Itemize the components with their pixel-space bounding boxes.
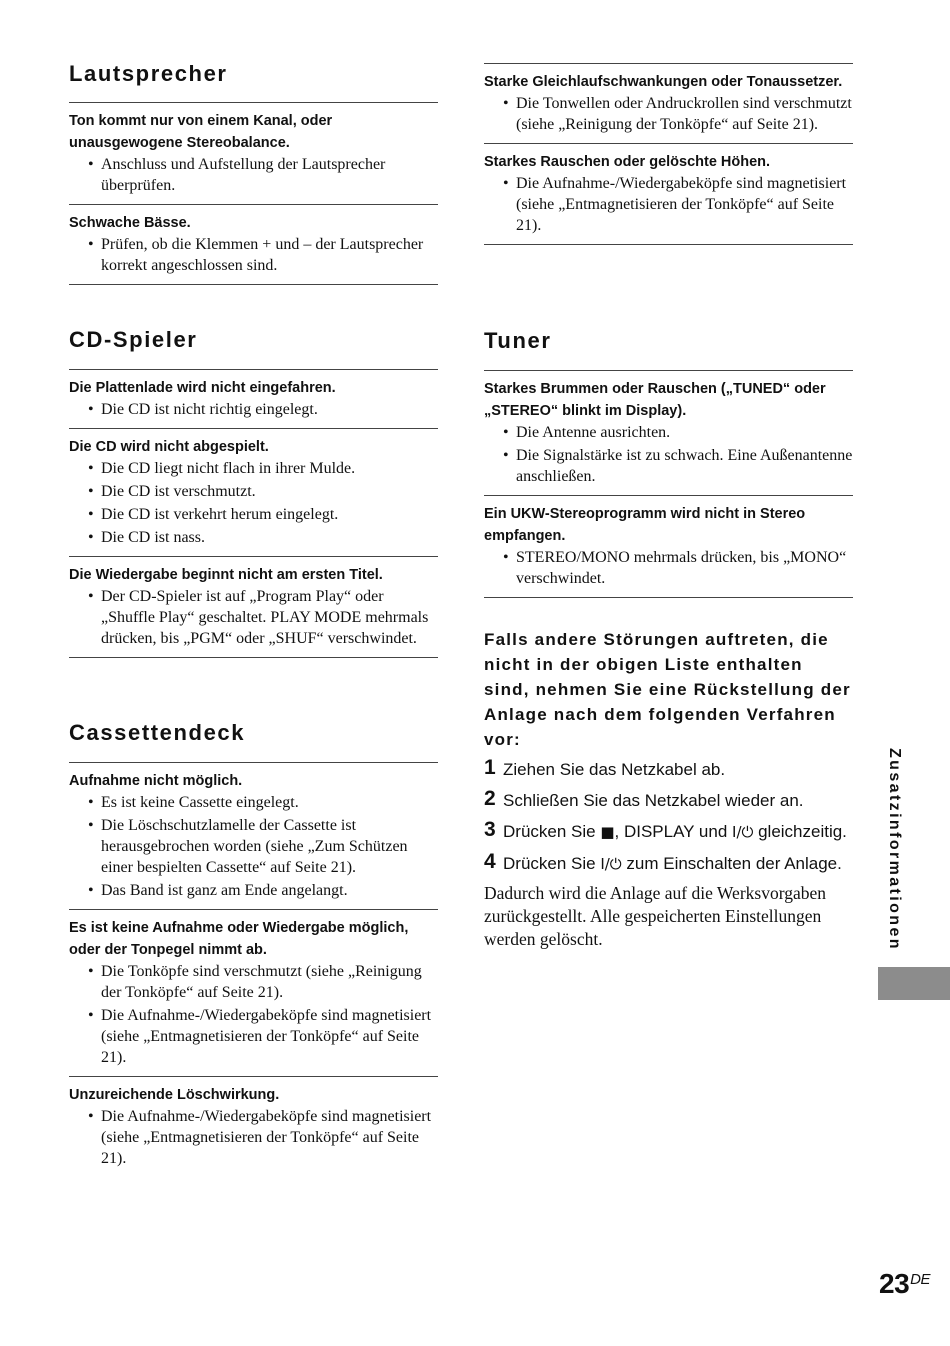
problem-text: Starke Gleichlaufschwankungen oder Tonaussetzer. — [484, 74, 843, 90]
section-cassettendeck — [69, 720, 438, 1177]
step-text: Ziehen Sie das Netzkabel ab. — [503, 760, 726, 779]
problem-text: Starkes Rauschen oder gelöschte Höhen. — [484, 154, 771, 170]
problem-text: Es ist keine Aufnahme oder Wiedergabe möglich, oder der Tonpegel nimmt ab. — [69, 920, 409, 958]
solution-item: • Die Löschschutzlamelle der Cassette ist herausgebrochen worden (siehe „Zum Schützen einer bespielten Cassette“ auf Seite 21). — [69, 815, 438, 878]
solution-item: • Die Aufnahme-/Wiedergabeköpfe sind magnetisiert (siehe „Entmagnetisieren der Tonköpfe“ auf Seite 21). — [484, 173, 853, 236]
problem-block — [69, 1076, 438, 1177]
step-number: 4 — [484, 850, 496, 873]
problem-text: Die CD wird nicht abgespielt. — [69, 439, 269, 455]
step-text-pre: Drücken Sie — [503, 854, 601, 873]
solution-list — [69, 154, 438, 196]
step-number: 1 — [484, 756, 496, 779]
step-text-pre: Drücken Sie — [503, 822, 601, 841]
step-item — [484, 789, 853, 812]
step-text: Schließen Sie das Netzkabel wieder an. — [503, 791, 804, 810]
solution-list — [484, 547, 853, 589]
step-text-post: gleichzeitig. — [753, 822, 847, 841]
problem-text: Unzureichende Löschwirkung. — [69, 1087, 280, 1103]
power-icon: I/⏻ — [732, 823, 754, 841]
section-title: Tuner — [484, 328, 552, 353]
problem-block — [484, 63, 853, 143]
step-text-mid: , DISPLAY und — [614, 822, 733, 841]
problem-block — [484, 143, 853, 245]
problem-text: Ton kommt nur von einem Kanal, oder unausgewogene Stereobalance. — [69, 113, 333, 151]
solution-item: • Es ist keine Cassette eingelegt. — [69, 792, 438, 813]
solution-list — [484, 173, 853, 236]
stop-icon: ■ — [600, 823, 615, 841]
solution-item: • Die CD ist nicht richtig eingelegt. — [69, 399, 438, 420]
section-cassettendeck-continued — [484, 63, 853, 245]
solution-item: • Anschluss und Aufstellung der Lautsprecher überprüfen. — [69, 154, 438, 196]
step-item — [484, 852, 853, 876]
solution-item: • Die Aufnahme-/Wiedergabeköpfe sind magnetisiert (siehe „Entmagnetisieren der Tonköpfe“ auf Seite 21). — [69, 1005, 438, 1068]
solution-list — [69, 586, 438, 649]
step-item — [484, 758, 853, 781]
reset-heading: Falls andere Störungen auftreten, die nicht in der obigen Liste enthalten sind, nehmen Sie eine Rückstellung der Anlage nach dem folgenden Verfahren vor: — [484, 630, 851, 749]
problem-text: Schwache Bässe. — [69, 215, 191, 231]
section-cd-spieler — [69, 327, 438, 658]
side-tab-label: Zusatzinformationen — [886, 748, 903, 951]
problem-block — [69, 556, 438, 658]
section-lautsprecher — [69, 61, 438, 285]
problem-block — [69, 369, 438, 428]
solution-item: • Die CD liegt nicht flach in ihrer Mulde. — [69, 458, 438, 479]
side-tab-marker — [878, 967, 950, 1000]
section-reset — [484, 627, 853, 951]
section-title: Lautsprecher — [69, 61, 228, 86]
solution-item: • Die Antenne ausrichten. — [484, 422, 853, 443]
step-text-post: zum Einschalten der Anlage. — [621, 854, 842, 873]
solution-item: • Die CD ist verkehrt herum eingelegt. — [69, 504, 438, 525]
problem-block — [69, 204, 438, 285]
problem-block — [69, 428, 438, 556]
solution-list — [484, 422, 853, 487]
solution-list — [69, 961, 438, 1068]
solution-item: • Die Tonwellen oder Andruckrollen sind verschmutzt (siehe „Reinigung der Tonköpfe“ auf Seite 21). — [484, 93, 853, 135]
section-title: Cassettendeck — [69, 720, 246, 745]
solution-list — [69, 1106, 438, 1169]
section-tuner — [484, 328, 853, 598]
page-number-value: 23 — [879, 1268, 910, 1299]
solution-item: • Das Band ist ganz am Ende angelangt. — [69, 880, 438, 901]
solution-item: • Die Aufnahme-/Wiedergabeköpfe sind magnetisiert (siehe „Entmagnetisieren der Tonköpfe“ auf Seite 21). — [69, 1106, 438, 1169]
problem-block — [69, 762, 438, 909]
page-number-suffix: DE — [910, 1271, 930, 1288]
reset-conclusion: Dadurch wird die Anlage auf die Werksvorgaben zurückgestellt. Alle gespeicherten Einstellungen werden gelöscht. — [484, 883, 827, 949]
step-item — [484, 820, 853, 844]
solution-list — [69, 399, 438, 420]
problem-block — [69, 909, 438, 1076]
solution-list — [69, 458, 438, 548]
problem-block — [484, 495, 853, 598]
solution-list — [484, 93, 853, 135]
solution-item: • STEREO/MONO mehrmals drücken, bis „MONO“ verschwindet. — [484, 547, 853, 589]
solution-item: • Die CD ist verschmutzt. — [69, 481, 438, 502]
problem-block — [484, 370, 853, 495]
solution-list — [69, 234, 438, 276]
problem-text: Aufnahme nicht möglich. — [69, 773, 243, 789]
solution-item: • Die CD ist nass. — [69, 527, 438, 548]
problem-text: Starkes Brummen oder Rauschen („TUNED“ oder „STEREO“ blinkt im Display). — [484, 381, 826, 419]
solution-item: • Die Signalstärke ist zu schwach. Eine Außenantenne anschließen. — [484, 445, 853, 487]
solution-item: • Prüfen, ob die Klemmen + und – der Lautsprecher korrekt angeschlossen sind. — [69, 234, 438, 276]
step-number: 3 — [484, 818, 496, 841]
solution-item: • Die Tonköpfe sind verschmutzt (siehe „Reinigung der Tonköpfe“ auf Seite 21). — [69, 961, 438, 1003]
power-icon: I/⏻ — [600, 855, 622, 873]
solution-item: • Der CD-Spieler ist auf „Program Play“ oder „Shuffle Play“ geschaltet. PLAY MODE mehrmals drücken, bis „PGM“ oder „SHUF“ verschwindet. — [69, 586, 438, 649]
step-number: 2 — [484, 787, 496, 810]
problem-text: Die Wiedergabe beginnt nicht am ersten Titel. — [69, 567, 383, 583]
section-title: CD-Spieler — [69, 327, 198, 352]
solution-list — [69, 792, 438, 901]
problem-text: Ein UKW-Stereoprogramm wird nicht in Stereo empfangen. — [484, 506, 806, 544]
problem-text: Die Plattenlade wird nicht eingefahren. — [69, 380, 336, 396]
reset-steps — [484, 758, 853, 876]
page-number — [879, 1268, 930, 1300]
problem-block — [69, 102, 438, 204]
